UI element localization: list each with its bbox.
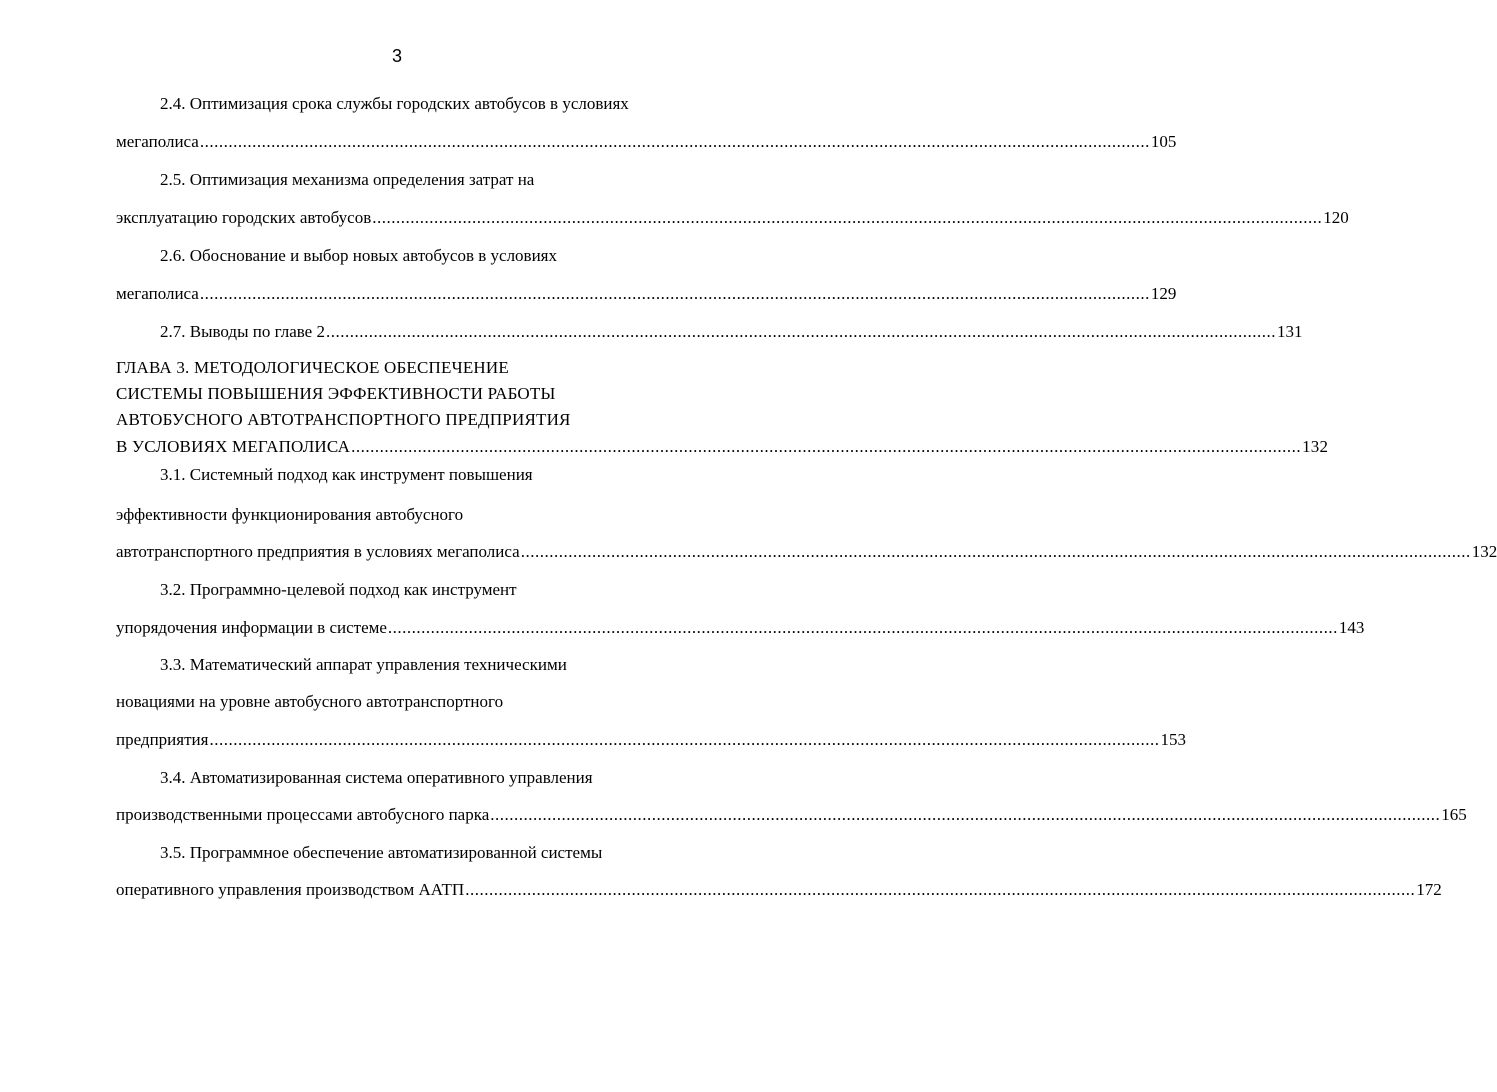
toc-entry-text: оперативного управления производством ААТП <box>116 880 465 899</box>
toc-entry-2-4-title: 2.4. Оптимизация срока службы городских автобусов в условиях <box>160 94 629 113</box>
toc-entry-3-4-title: 3.4. Автоматизированная система оперативного управления <box>160 768 593 787</box>
toc-entry-3-1-title-cont: эффективности функционирования автобусного <box>116 505 464 524</box>
toc-page-number: 165 <box>1441 805 1467 824</box>
toc-entry-3-3-title-cont: новациями на уровне автобусного автотранспортного <box>116 692 504 711</box>
leader-dots: ........................................................................................................................................................................................................ <box>465 880 1416 899</box>
toc-page-number: 153 <box>1160 730 1186 749</box>
leader-dots: ........................................................................................................................................................................................................ <box>520 542 1471 561</box>
toc-entry-3-5[interactable] <box>116 880 1442 900</box>
chapter-3-title-line-1: ГЛАВА 3. МЕТОДОЛОГИЧЕСКОЕ ОБЕСПЕЧЕНИЕ <box>116 358 509 377</box>
leader-dots: ........................................................................................................................................................................................................ <box>387 618 1338 637</box>
toc-page-number: 120 <box>1323 208 1349 227</box>
leader-dots: ........................................................................................................................................................................................................ <box>372 208 1323 227</box>
toc-entry-3-5-title: 3.5. Программное обеспечение автоматизированной системы <box>160 843 603 862</box>
chapter-3-title-line-3: АВТОБУСНОГО АВТОТРАНСПОРТНОГО ПРЕДПРИЯТИЯ <box>116 410 571 429</box>
toc-entry-3-4[interactable] <box>116 805 1467 825</box>
leader-dots: ........................................................................................................................................................................................................ <box>325 322 1276 341</box>
toc-page-number: 105 <box>1150 132 1177 151</box>
toc-entry-text: 2.7. Выводы по главе 2 <box>160 322 325 341</box>
toc-page-number: 132 <box>1302 437 1329 456</box>
toc-page-number: 131 <box>1276 322 1303 341</box>
toc-entry-3-1-title: 3.1. Системный подход как инструмент повышения <box>160 465 533 484</box>
page-number: 3 <box>391 46 402 66</box>
toc-entry-text: производственными процессами автобусного парка <box>116 805 490 824</box>
toc-entry-2-6[interactable] <box>116 284 1177 304</box>
toc-entry-3-3[interactable] <box>116 730 1186 750</box>
toc-entry-3-2[interactable] <box>116 618 1365 638</box>
toc-entry-2-6-title: 2.6. Обоснование и выбор новых автобусов в условиях <box>160 246 558 265</box>
toc-entry-3-3-title: 3.3. Математический аппарат управления техническими <box>160 655 567 674</box>
toc-entry-text: предприятия <box>116 730 209 749</box>
toc-page-number: 129 <box>1150 284 1177 303</box>
toc-entry-text: упорядочения информации в системе <box>116 618 387 637</box>
toc-entry-2-5[interactable] <box>116 208 1349 228</box>
toc-entry-chapter-3[interactable] <box>116 437 1329 457</box>
leader-dots: ........................................................................................................................................................................................................ <box>199 284 1150 303</box>
toc-entry-2-7[interactable] <box>160 322 1303 342</box>
toc-entry-3-1[interactable] <box>116 542 1497 562</box>
toc-page-number: 172 <box>1416 880 1442 899</box>
toc-page-number: 143 <box>1338 618 1365 637</box>
toc-entry-text: мегаполиса <box>116 132 199 151</box>
toc-page-number: 132 <box>1471 542 1497 561</box>
leader-dots: ........................................................................................................................................................................................................ <box>209 730 1160 749</box>
leader-dots: ........................................................................................................................................................................................................ <box>351 437 1302 456</box>
chapter-3-title-line-2: СИСТЕМЫ ПОВЫШЕНИЯ ЭФФЕКТИВНОСТИ РАБОТЫ <box>116 384 556 403</box>
leader-dots: ........................................................................................................................................................................................................ <box>490 805 1441 824</box>
toc-entry-text: мегаполиса <box>116 284 199 303</box>
leader-dots: ........................................................................................................................................................................................................ <box>199 132 1150 151</box>
toc-entry-text: В УСЛОВИЯХ МЕГАПОЛИСА <box>116 437 351 456</box>
toc-entry-2-5-title: 2.5. Оптимизация механизма определения затрат на <box>160 170 535 189</box>
toc-entry-text: эксплуатацию городских автобусов <box>116 208 372 227</box>
toc-entry-3-2-title: 3.2. Программно-целевой подход как инструмент <box>160 580 517 599</box>
toc-entry-text: автотранспортного предприятия в условиях мегаполиса <box>116 542 520 561</box>
toc-entry-2-4[interactable] <box>116 132 1177 152</box>
